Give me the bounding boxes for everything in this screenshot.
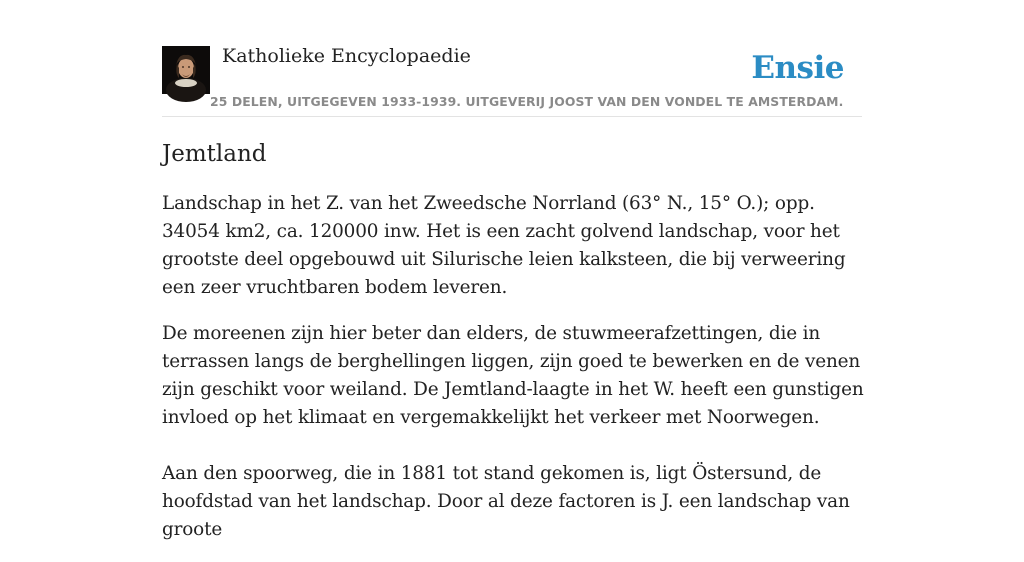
article-title: Jemtland	[162, 141, 267, 167]
publication-avatar[interactable]	[162, 46, 210, 94]
publication-title[interactable]: Katholieke Encyclopaedie	[222, 45, 471, 67]
article-paragraph-1: Landschap in het Z. van het Zweedsche Norrland (63° N., 15° O.); opp. 34054 km2, ca. 120000 inw. Het is een zacht golvend landschap, voor het grootste deel opgebouwd uit Silurische leien kalksteen, die bij verweering een zeer vruchtbaren bodem leveren.	[162, 193, 846, 298]
publication-header	[162, 44, 862, 117]
portrait-avatar-icon	[162, 46, 210, 94]
brand-logo[interactable]: Ensie	[751, 50, 844, 86]
article-paragraph-2: De moreenen zijn hier beter dan elders, de stuwmeerafzettingen, die in terrassen langs de berghellingen liggen, zijn goed te bewerken en de venen zijn geschikt voor weiland. De Jemtland-laagte in het W. heeft een gunstigen invloed op het klimaat en vergemakkelijkt het verkeer met Noorwegen.	[162, 323, 864, 428]
publication-subtitle: 25 DELEN, UITGEGEVEN 1933-1939. UITGEVERIJ JOOST VAN DEN VONDEL TE AMSTERDAM.	[210, 94, 844, 109]
article-content	[162, 138, 866, 562]
article-paragraph-3: Aan den spoorweg, die in 1881 tot stand gekomen is, ligt Östersund, de hoofdstad van het landschap. Door al deze factoren is J. een landschap van groote	[162, 463, 850, 540]
